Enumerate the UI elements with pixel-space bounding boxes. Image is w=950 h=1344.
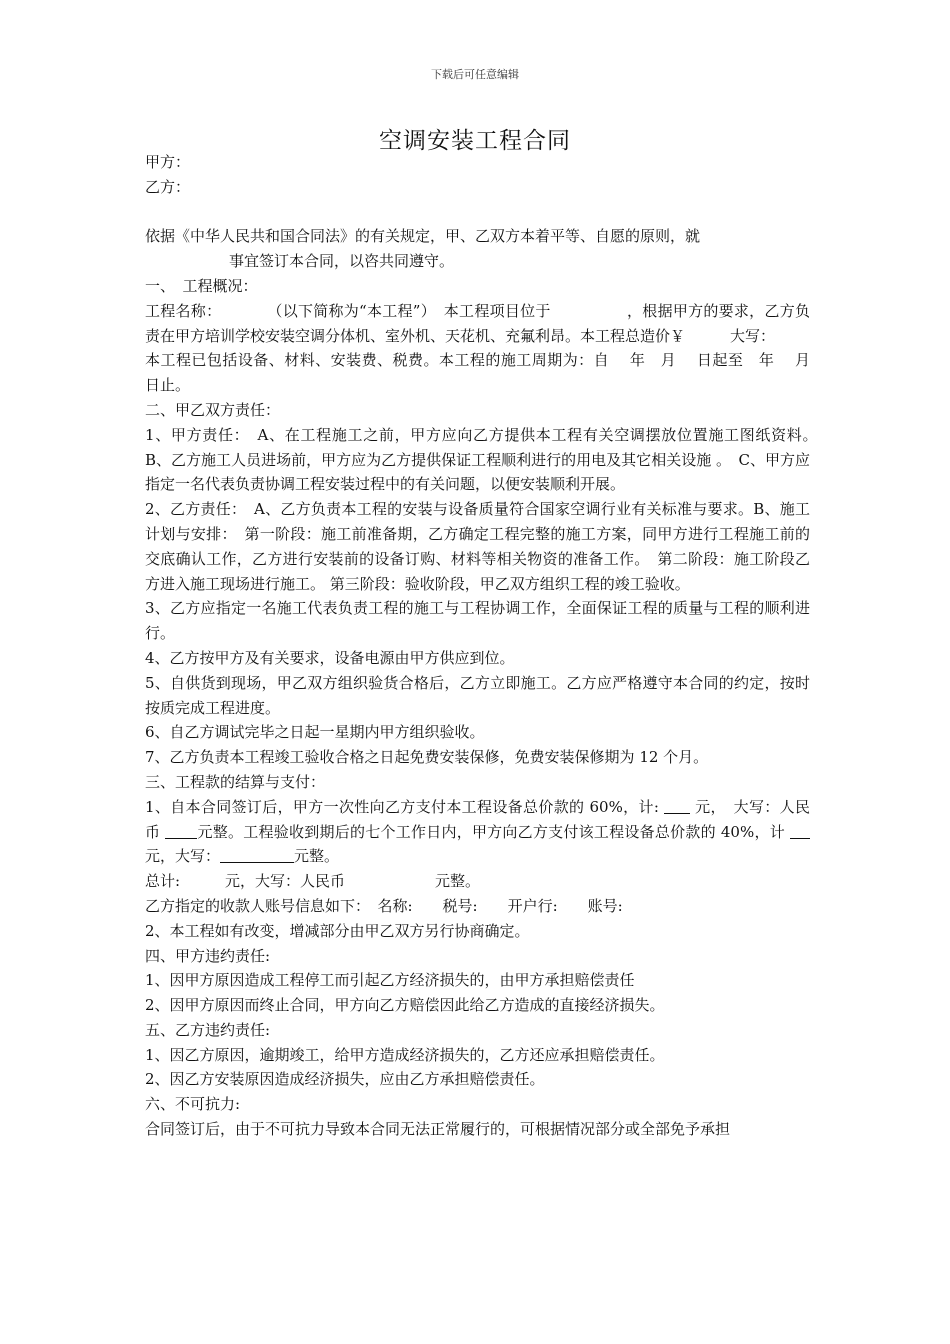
s3-text-e: 元整。 xyxy=(294,847,340,866)
s3-text-b: 元， 大写：人民币 xyxy=(145,797,810,841)
document-title: 空调安装工程合同 xyxy=(379,128,571,154)
section-5-title: 五、乙方违约责任: xyxy=(145,1020,271,1039)
blank-line xyxy=(790,822,810,839)
section-3-title: 三、工程款的结算与支付： xyxy=(145,772,326,791)
section-3-paragraph-2: 2、本工程如有改变，增减部分由甲乙双方另行协商确定。 xyxy=(145,921,530,940)
section-2-paragraph-4: 4、乙方按甲方及有关要求，设备电源由甲方供应到位。 xyxy=(145,648,515,667)
section-6-paragraph-1: 合同签订后，由于不可抗力导致本合同无法正常履行的，可根据情况部分或全部免予承担 xyxy=(145,1120,731,1139)
party-a-line: 甲方： xyxy=(145,153,191,171)
intro-line-1: 依据《中华人民共和国合同法》的有关规定，甲、乙双方本着平等、自愿的原则，就 xyxy=(145,227,701,246)
section-2-paragraph-3: 3、乙方应指定一名施工代表负责工程的施工与工程协调工作，全面保证工程的质量与工程的顺利进行。 xyxy=(145,599,810,643)
section-1-paragraph-1: 工程名称： （以下简称为“本工程”） 本工程项目位于 ，根据甲方的要求，乙方负责在甲方培训学校安装空调分体机、室外机、天花机、充氟利昂。本工程总造价￥ 大写： xyxy=(145,301,810,345)
page-header-note: 下载后可任意编辑 xyxy=(431,68,519,81)
section-5-paragraph-2: 2、因乙方安装原因造成经济损失，应由乙方承担赔偿责任。 xyxy=(145,1070,545,1089)
section-2-paragraph-1: 1、甲方责任： A、在工程施工之前，甲方应向乙方提供本工程有关空调摆放位置施工图纸资料。 B、乙方施工人员进场前，甲方应为乙方提供保证工程顺利进行的用电及其它相关设施 。 C、甲方应指定一名代表负责协调工程安装过程中的有关问题，以便安装顺利开展。 xyxy=(145,425,826,494)
section-4-title: 四、甲方违约责任: xyxy=(145,946,271,965)
section-2-paragraph-6: 6、自乙方调试完毕之日起一星期内甲方组织验收。 xyxy=(145,723,485,742)
party-b-line: 乙方： xyxy=(145,177,191,196)
s3-text-a: 1、自本合同签订后，甲方一次性向乙方支付本工程设备总价款的 60%，计: xyxy=(145,797,664,816)
section-2-paragraph-2: 2、乙方责任： A、乙方负责本工程的安装与设备质量符合国家空调行业有关标准与要求。B、施工计划与安排： 第一阶段：施工前准备期，乙方确定工程完整的施工方案，同甲方进行工程施工前的交底确认工作，乙方进行安装前的设备订购、材料等相关物资的准备工作。 第二阶段：施工阶段乙方进入施工现场进行施工。 第三阶段：验收阶段，甲乙双方组织工程的竣工验收。 xyxy=(145,500,810,593)
section-6-title: 六、不可抗力: xyxy=(145,1095,241,1114)
section-1-title: 一、 工程概况： xyxy=(145,276,258,295)
section-3-account-info: 乙方指定的收款人账号信息如下： 名称: 税号: 开户行: 账号: xyxy=(145,896,623,915)
section-4-paragraph-2: 2、因甲方原因而终止合同，甲方向乙方赔偿因此给乙方造成的直接经济损失。 xyxy=(145,996,665,1015)
document-body xyxy=(145,150,830,1142)
s3-text-c: 元整。工程验收到期后的七个工作日内，甲方向乙方支付该工程设备总价款的 40%，计 xyxy=(197,822,790,841)
blank-line xyxy=(664,797,690,814)
intro-line-2: 事宜签订本合同，以咨共同遵守。 xyxy=(229,252,455,271)
section-2-title: 二、甲乙双方责任： xyxy=(145,400,281,419)
section-3-paragraph-1 xyxy=(145,795,810,869)
spacer xyxy=(145,200,810,225)
section-4-paragraph-1: 1、因甲方原因造成工程停工而引起乙方经济损失的，由甲方承担赔偿责任 xyxy=(145,971,635,990)
section-2-paragraph-5: 5、自供货到现场，甲乙双方组织验货合格后，乙方立即施工。乙方应严格遵守本合同的约定，按时按质完成工程进度。 xyxy=(145,673,810,717)
s3-text-d: 元，大写： xyxy=(145,847,221,866)
blank-line xyxy=(220,846,294,863)
section-1-paragraph-2: 本工程已包括设备、材料、安装费、税费。本工程的施工周期为：自 年 月 日起至 年 月 日止。 xyxy=(145,351,830,395)
section-5-paragraph-1: 1、因乙方原因，逾期竣工，给甲方造成经济损失的，乙方还应承担赔偿责任。 xyxy=(145,1045,665,1064)
blank-line xyxy=(165,822,197,839)
section-2-paragraph-7: 7、乙方负责本工程竣工验收合格之日起免费安装保修，免费安装保修期为 12 个月。 xyxy=(145,748,709,767)
section-3-total: 总计: 元，大写：人民币 元整。 xyxy=(145,872,481,891)
